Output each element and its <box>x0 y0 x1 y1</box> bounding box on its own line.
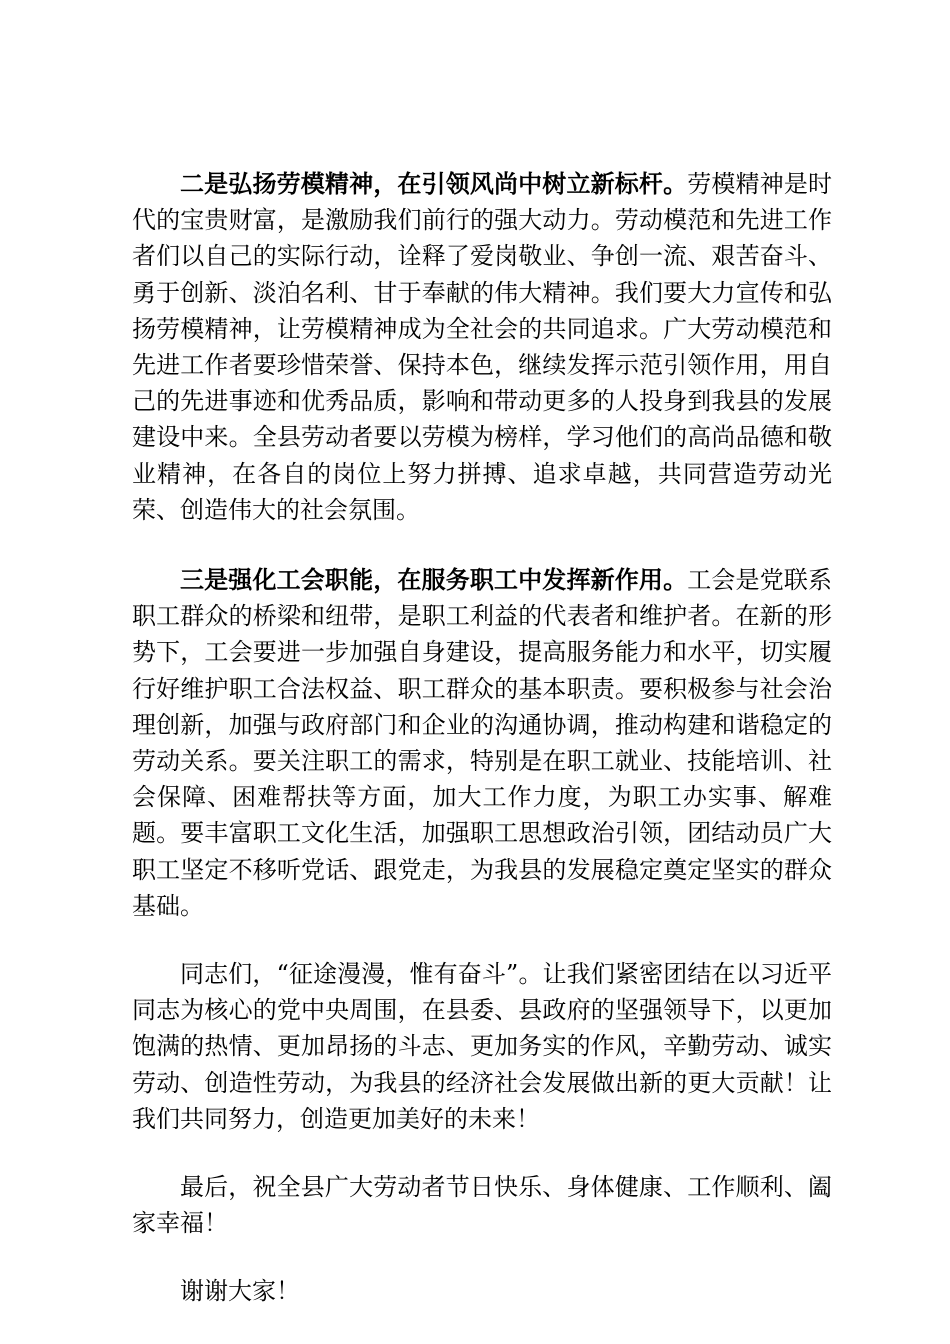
paragraph-body: 工会是党联系职工群众的桥梁和纽带，是职工利益的代表者和维护者。在新的形势下，工会要进一步加强自身建设，提高服务能力和水平，切实履行好维护职工合法权益、职工群众的基本职责。要积极参与社会治理创新，加强与政府部门和企业的沟通协调，推动构建和谐稳定的劳动关系。要关注职工的需求，特别是在职工就业、技能培训、社会保障、困难帮扶等方面，加大工作力度，为职工办实事、解难题。要丰富职工文化生活，加强职工思想政治引领，团结动员广大职工坚定不移听党话、跟党走，为我县的发展稳定奠定坚实的群众基础。 <box>132 566 833 920</box>
paragraph-heading: 三是强化工会职能，在服务职工中发挥新作用。 <box>180 565 688 595</box>
paragraph-heading: 二是弘扬劳模精神，在引领风尚中树立新标杆。 <box>180 169 688 198</box>
paragraph-body: 劳模精神是时代的宝贵财富，是激励我们前行的强大动力。劳动模范和先进工作者们以自己的实际行动，诠释了爱岗敬业、争创一流、艰苦奋斗、勇于创新、淡泊名利、甘于奉献的伟大精神。我们要大力宣传和弘扬劳模精神，让劳模精神成为全社会的共同追求。广大劳动模范和先进工作者要珍惜荣誉、保持本色，继续发挥示范引领作用，用自己的先进事迹和优秀品质，影响和带动更多的人投身到我县的发展建设中来。全县劳动者要以劳模为榜样，学习他们的高尚品德和敬业精神，在各自的岗位上努力拼搏、追求卓越，共同营造劳动光荣、创造伟大的社会氛围。 <box>132 170 833 524</box>
paragraph-body: 同志们，“征途漫漫，惟有奋斗”。让我们紧密团结在以习近平同志为核心的党中央周围，在县委、县政府的坚强领导下，以更加饱满的热情、更加昂扬的斗志、更加务实的作风，辛勤劳动、诚实劳动、创造性劳动，为我县的经济社会发展做出新的更大贡献！让我们共同努力，创造更加美好的未来！ <box>132 960 832 1133</box>
paragraph-strengthen-union <box>132 562 832 924</box>
document-page <box>132 166 832 1310</box>
paragraph-body: 谢谢大家！ <box>180 1277 300 1306</box>
paragraph-closing-thanks <box>132 1273 832 1309</box>
paragraph-comrades-call <box>132 956 832 1137</box>
paragraph-festival-wishes <box>132 1169 832 1241</box>
paragraph-promote-model-spirit <box>132 166 832 528</box>
paragraph-body: 最后，祝全县广大劳动者节日快乐、身体健康、工作顺利、阖家幸福！ <box>132 1173 832 1238</box>
